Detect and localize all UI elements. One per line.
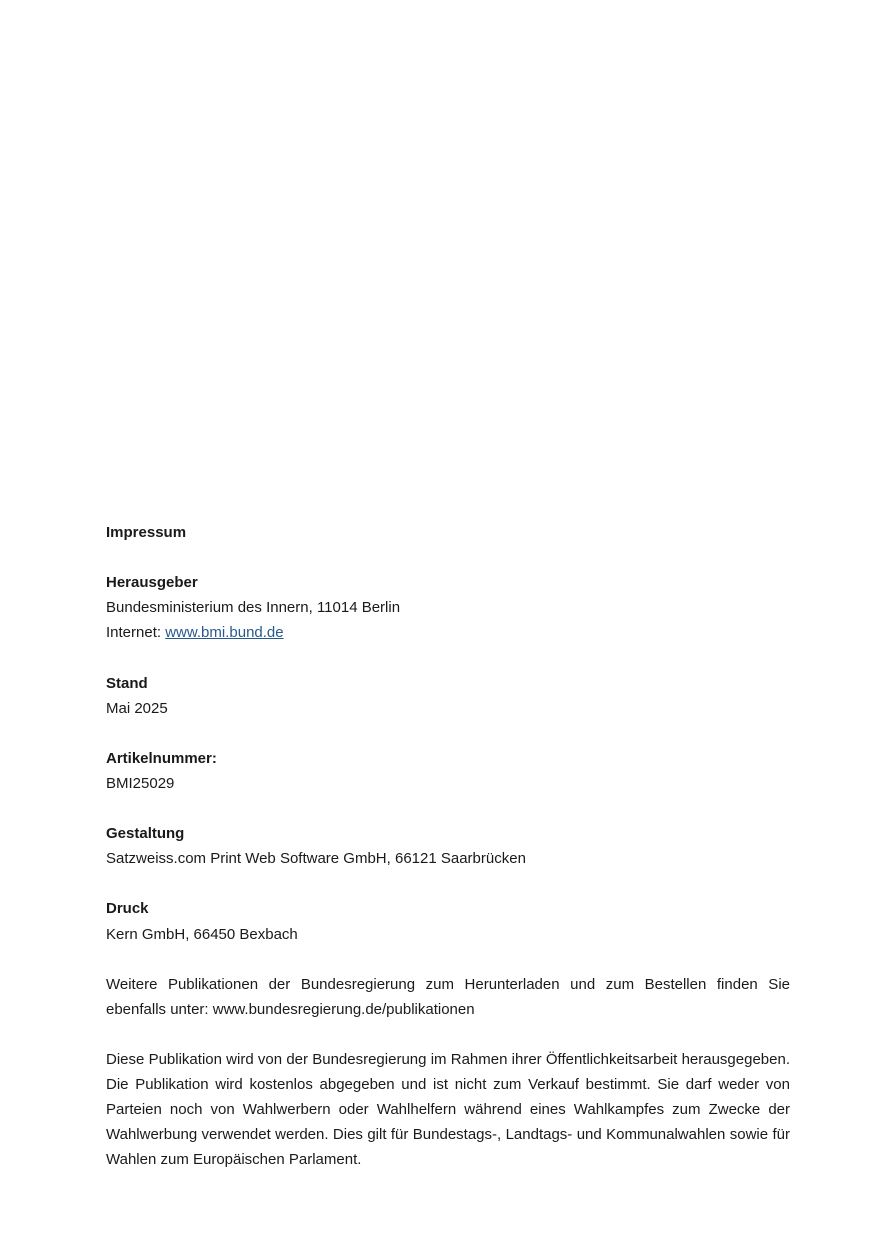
distribution-notice: Diese Publikation wird von der Bundesregierung im Rahmen ihrer Öffentlichkeitsarbeit herausgegeben. Die Publikation wird kostenlos abgegeben und ist nicht zum Verkauf bestimmt. Sie darf weder von Parteien noch von Wahlwerbern oder Wahlhelfern während eines Wahlkampfes zum Zwecke der Wahlwerbung verwendet werden. Dies gilt für Bundestags-, Landtags- und Kommunalwahlen sowie für Wahlen zum Europäischen Parlament. xyxy=(106,1050,790,1169)
article-number-value: BMI25029 xyxy=(106,774,175,792)
imprint-section xyxy=(106,520,790,1172)
design-value: Satzweiss.com Print Web Software GmbH, 66121 Saarbrücken xyxy=(106,850,526,868)
publisher-internet xyxy=(106,620,790,645)
spacer xyxy=(106,721,790,746)
spacer xyxy=(106,947,790,972)
design-heading: Gestaltung xyxy=(106,825,185,843)
imprint-title: Impressum xyxy=(106,524,187,541)
stand-value: Mai 2025 xyxy=(106,699,168,717)
stand-heading: Stand xyxy=(106,674,148,692)
publisher-address: Bundesministerium des Innern, 11014 Berlin xyxy=(106,599,401,617)
spacer xyxy=(106,871,790,896)
print-heading: Druck xyxy=(106,900,149,918)
print-value: Kern GmbH, 66450 Bexbach xyxy=(106,925,298,943)
internet-label: Internet: xyxy=(106,624,166,642)
bmi-website-link[interactable]: www.bmi.bund.de xyxy=(165,624,284,642)
spacer xyxy=(106,545,790,570)
spacer xyxy=(106,645,790,670)
spacer xyxy=(106,1022,790,1047)
spacer xyxy=(106,796,790,821)
publisher-heading: Herausgeber xyxy=(106,574,198,592)
further-publications-text: Weitere Publikationen der Bundesregierung zum Herunterladen und zum Bestellen finden Sie ebenfalls unter: www.bundesregierung.de/publikationen xyxy=(106,975,790,1018)
article-number-heading: Artikelnummer: xyxy=(106,749,217,767)
